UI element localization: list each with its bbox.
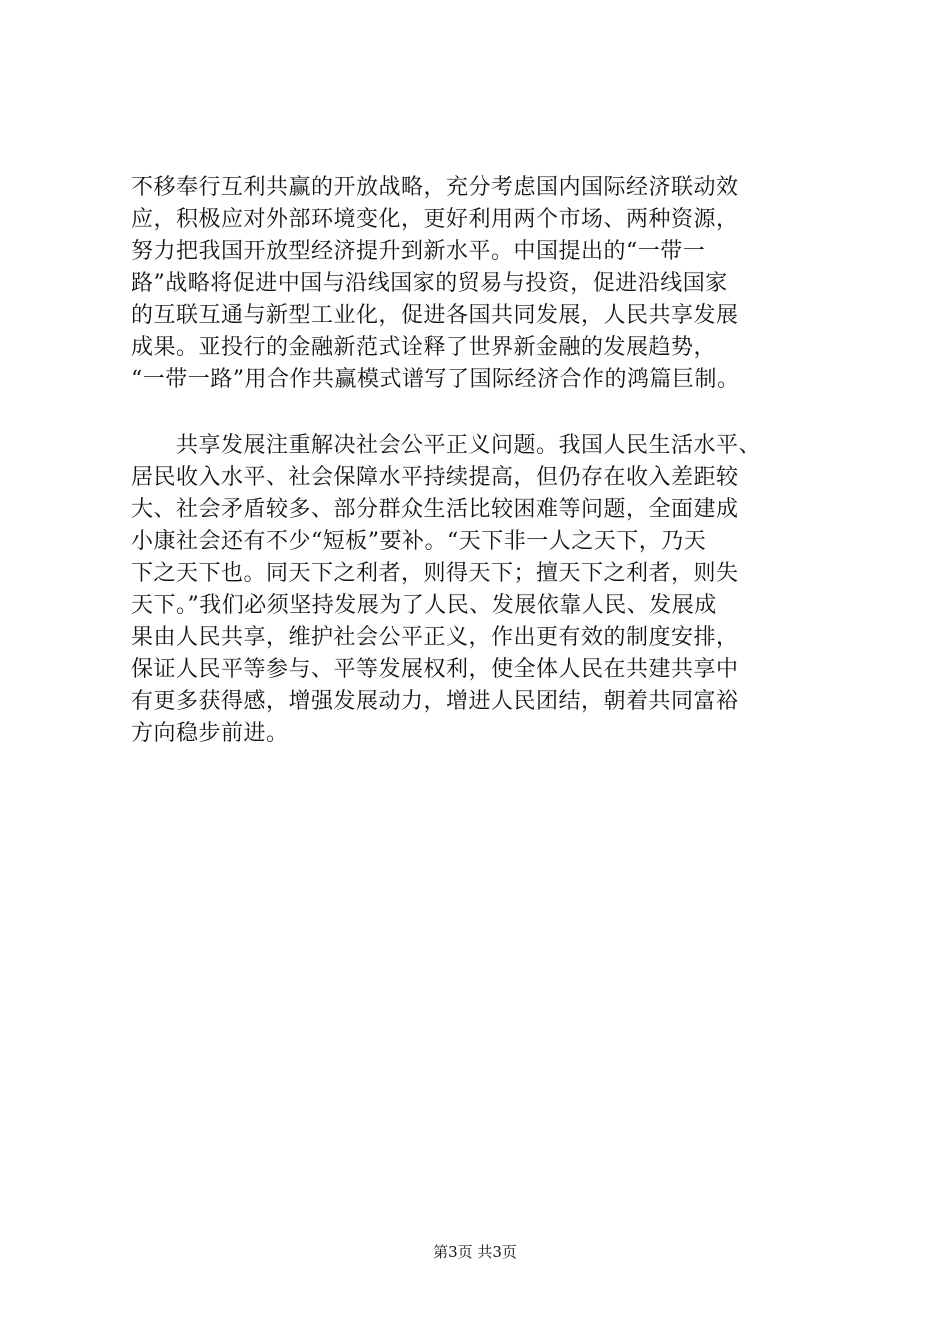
- text-line: 方向稳步前进。: [131, 721, 289, 746]
- text-line: 有更多获得感，增强发展动力，增进人民团结，朝着共同富裕: [131, 689, 739, 714]
- text-line: 路”战略将促进中国与沿线国家的贸易与投资，促进沿线国家: [131, 271, 728, 296]
- document-body: [131, 172, 851, 750]
- text-line: 大、社会矛盾较多、部分群众生活比较困难等问题，全面建成: [131, 497, 739, 522]
- text-line: 保证人民平等参与、平等发展权利，使全体人民在共建共享中: [131, 657, 739, 682]
- text-line: 的互联互通与新型工业化，促进各国共同发展，人民共享发展: [131, 303, 739, 328]
- paragraph-1: [131, 172, 851, 396]
- page-footer: [0, 1242, 950, 1262]
- text-line: 居民收入水平、社会保障水平持续提高，但仍存在收入差距较: [131, 465, 739, 490]
- text-line: 天下。”我们必须坚持发展为了人民、发展依靠人民、发展成: [131, 593, 717, 618]
- text-line: 小康社会还有不少“短板”要补。“天下非一人之天下，乃天: [131, 529, 707, 554]
- paragraph-spacer: [131, 396, 851, 430]
- text-line: 共享发展注重解决社会公平正义问题。我国人民生活水平、: [131, 433, 762, 458]
- page-number: 第3页 共3页: [433, 1243, 517, 1261]
- text-line: 应，积极应对外部环境变化，更好利用两个市场、两种资源，: [131, 207, 739, 232]
- text-line: 下之天下也。同天下之利者，则得天下；擅天下之利者，则失: [131, 561, 739, 586]
- text-line: 成果。亚投行的金融新范式诠释了世界新金融的发展趋势，: [131, 335, 717, 360]
- text-line: 果由人民共享，维护社会公平正义，作出更有效的制度安排，: [131, 625, 739, 650]
- paragraph-2: [131, 430, 851, 750]
- text-line: 努力把我国开放型经济提升到新水平。中国提出的“一带一: [131, 239, 706, 264]
- text-line: 不移奉行互利共赢的开放战略，充分考虑国内国际经济联动效: [131, 175, 739, 200]
- text-line: “一带一路”用合作共赢模式谱写了国际经济合作的鸿篇巨制。: [131, 367, 740, 392]
